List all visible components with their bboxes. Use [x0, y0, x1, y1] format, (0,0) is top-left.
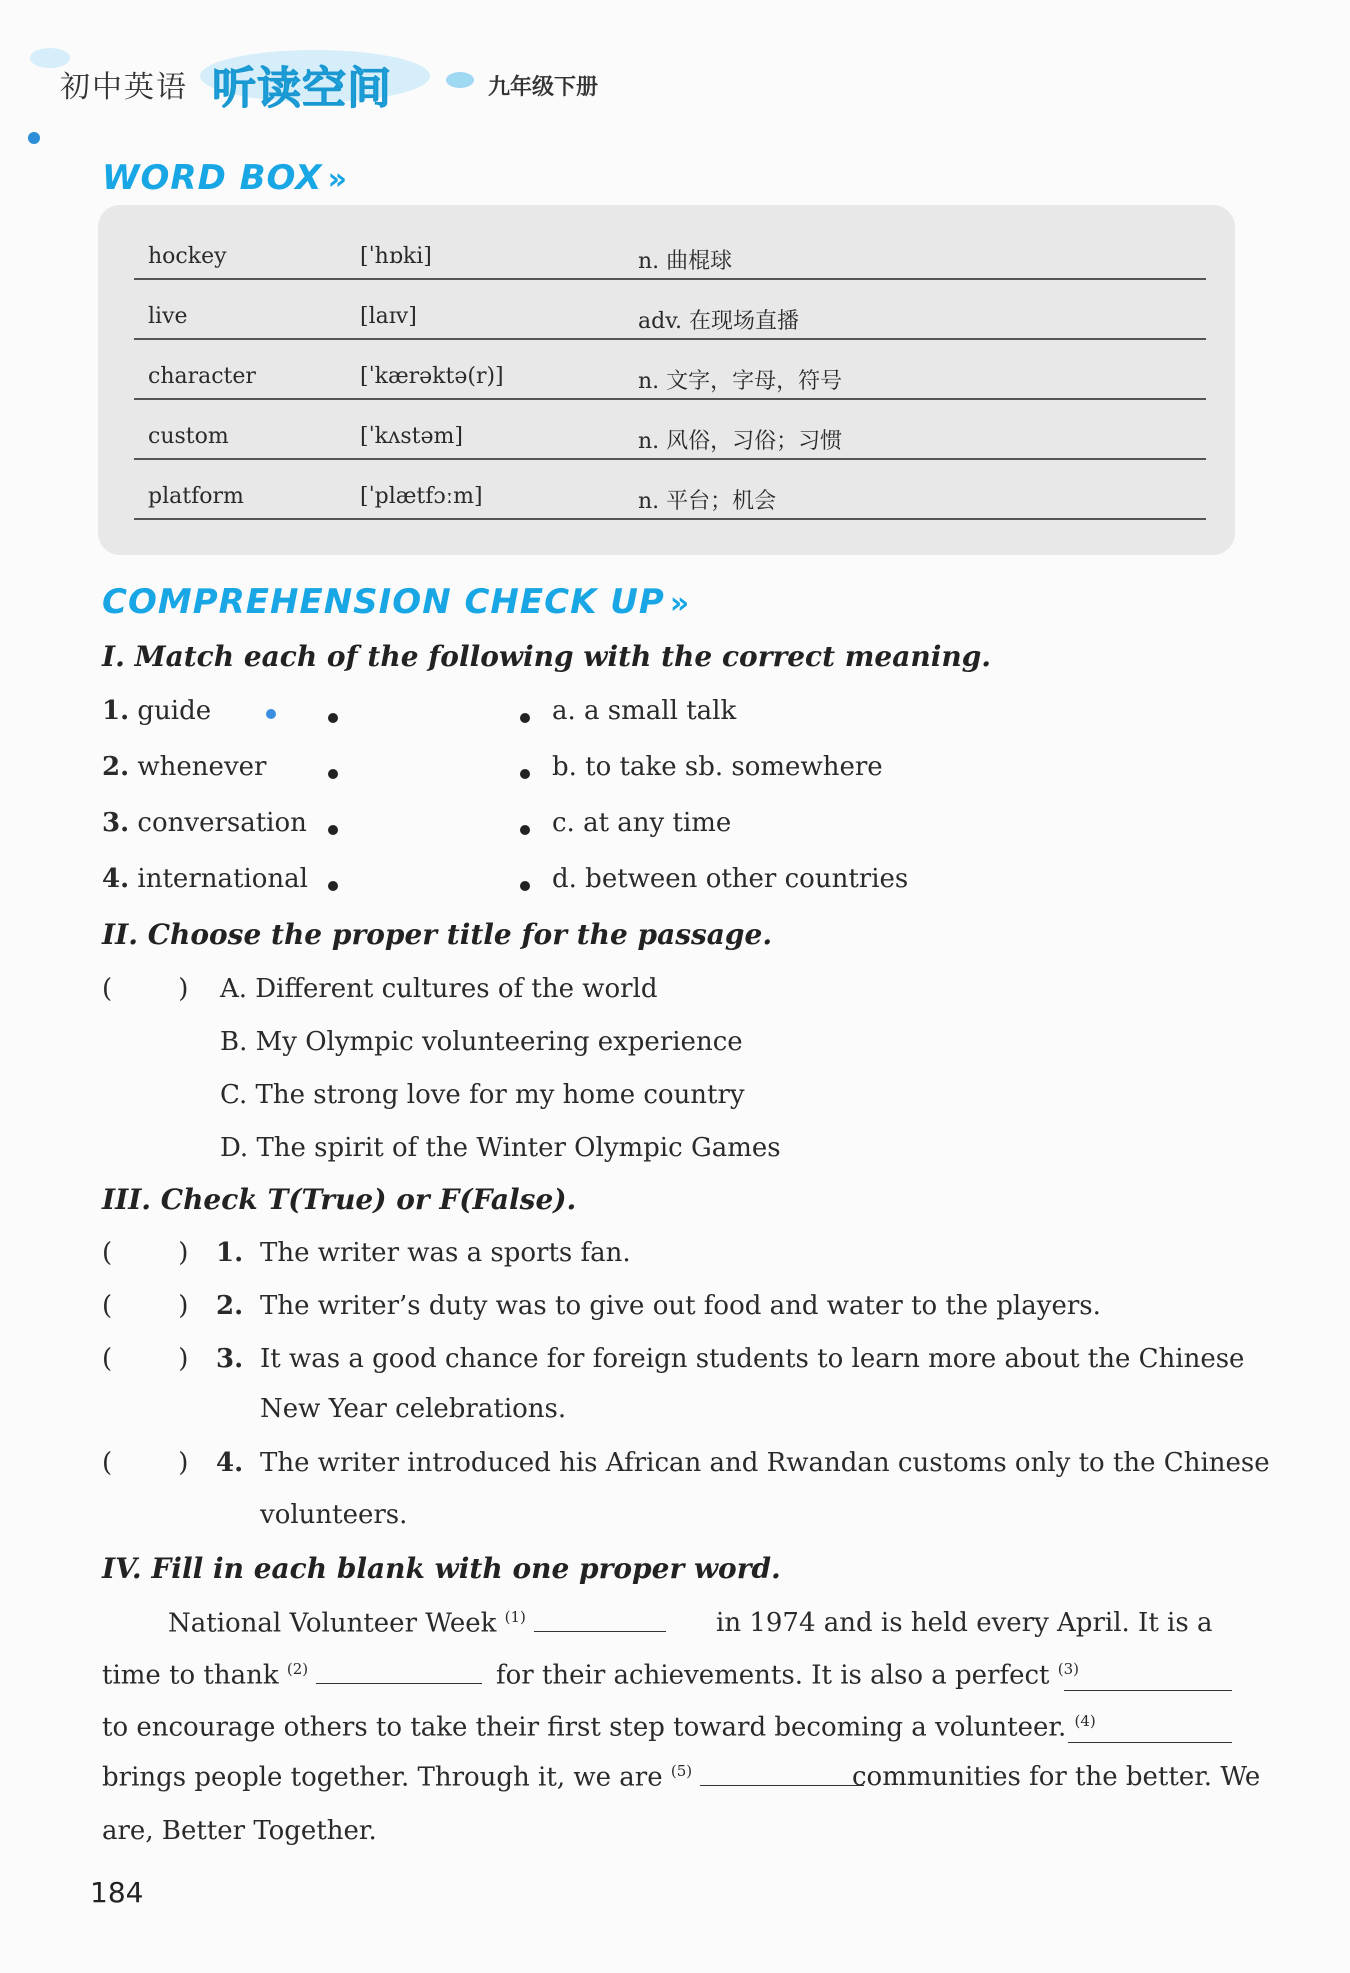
match-left-item	[102, 808, 307, 838]
match-meaning: b. to take sb. somewhere	[552, 752, 883, 782]
passage-text: in 1974 and is held every April. It is a	[716, 1608, 1213, 1638]
match-left-item	[102, 864, 308, 894]
fill-blank-2[interactable]	[316, 1683, 482, 1684]
match-dot-left[interactable]	[328, 769, 338, 779]
double-chevron-icon: »	[327, 162, 347, 197]
meaning: n. 平台；机会	[638, 489, 777, 514]
passage-line	[102, 1762, 864, 1793]
answer-blank[interactable]: ( )	[102, 1291, 189, 1321]
statement-text: The writer introduced his African and Rwandan customs only to the Chinese	[260, 1448, 1270, 1478]
passage-line	[102, 1712, 1096, 1743]
match-left-item	[102, 696, 211, 726]
match-dot-right[interactable]	[520, 825, 530, 835]
meaning: n. 文字，字母，符号	[638, 369, 843, 394]
blue-mark	[266, 709, 276, 719]
match-left-item	[102, 752, 266, 782]
match-meaning: a. a small talk	[552, 696, 737, 726]
statement-text-cont: New Year celebrations.	[260, 1394, 567, 1424]
match-word: guide	[137, 696, 212, 726]
match-word: whenever	[137, 752, 267, 782]
option-c: C. The strong love for my home country	[220, 1080, 745, 1110]
word-box-title: WORD BOX	[102, 158, 323, 198]
match-dot-left[interactable]	[328, 713, 338, 723]
option-b: B. My Olympic volunteering experience	[220, 1027, 743, 1057]
answer-blank[interactable]: ( )	[102, 1344, 189, 1374]
statement-text: The writer was a sports fan.	[260, 1238, 631, 1268]
part4-heading: IV. Fill in each blank with one proper word.	[102, 1552, 781, 1585]
passage-line	[168, 1608, 666, 1639]
fill-blank-4[interactable]	[1068, 1742, 1232, 1743]
series-title: 初中英语	[60, 70, 188, 105]
match-dot-right[interactable]	[520, 769, 530, 779]
option-a: A. Different cultures of the world	[220, 974, 658, 1004]
blank-number: (4)	[1074, 1712, 1096, 1730]
word: platform	[148, 484, 244, 509]
blank-number: (2)	[286, 1660, 309, 1678]
match-word: conversation	[137, 808, 307, 838]
answer-blank[interactable]: ( )	[102, 1448, 189, 1478]
fill-blank-3[interactable]	[1064, 1690, 1232, 1691]
word: live	[148, 304, 188, 329]
word-row	[134, 218, 1206, 280]
fill-blank-5[interactable]	[700, 1785, 864, 1786]
item-number: 4.	[102, 864, 130, 894]
passage-text: for their achievements. It is also a perfect	[496, 1660, 1050, 1691]
meaning: n. 曲棍球	[638, 249, 733, 274]
page-number: 184	[90, 1876, 144, 1909]
part1-heading: I. Match each of the following with the correct meaning.	[102, 640, 992, 673]
meaning: adv. 在现场直播	[638, 309, 800, 334]
phonetic: [ˈplætfɔːm]	[360, 484, 483, 509]
answer-blank[interactable]: ( )	[102, 974, 189, 1004]
statement-text-cont: volunteers.	[260, 1500, 408, 1530]
item-number: 3.	[102, 808, 130, 838]
item-number: 1.	[102, 696, 130, 726]
word-row	[134, 458, 1206, 520]
passage-text: brings people together. Through it, we are	[102, 1762, 663, 1793]
match-word: international	[137, 864, 308, 894]
margin-dot	[28, 132, 40, 144]
blank-number: (3)	[1057, 1660, 1079, 1678]
match-dot-left[interactable]	[328, 881, 338, 891]
passage-line	[102, 1660, 482, 1691]
phonetic: [ˈkærəktə(r)]	[360, 364, 504, 389]
match-meaning: c. at any time	[552, 808, 732, 838]
comprehension-heading	[102, 582, 689, 622]
passage-text: National Volunteer Week	[168, 1608, 497, 1639]
blank-number: (5)	[670, 1762, 693, 1780]
phonetic: [ˈhɒki]	[360, 244, 432, 269]
comprehension-title: COMPREHENSION CHECK UP	[102, 582, 665, 622]
match-dot-left[interactable]	[328, 825, 338, 835]
passage-text: to encourage others to take their first step toward becoming a volunteer.	[102, 1712, 1067, 1743]
part3-heading: III. Check T(True) or F(False).	[102, 1183, 577, 1216]
blank-number: (1)	[504, 1608, 526, 1626]
word-row	[134, 338, 1206, 400]
phonetic: [ˈkʌstəm]	[360, 424, 463, 449]
item-number: 2.	[102, 752, 130, 782]
passage-text: are, Better Together.	[102, 1816, 377, 1846]
passage-text: communities for the better. We	[852, 1762, 1261, 1792]
word-row	[134, 278, 1206, 340]
item-number: 4.	[216, 1448, 244, 1478]
item-number: 1.	[216, 1238, 244, 1268]
statement-text: The writer’s duty was to give out food and water to the players.	[260, 1291, 1101, 1321]
option-d: D. The spirit of the Winter Olympic Games	[220, 1133, 781, 1163]
match-dot-right[interactable]	[520, 881, 530, 891]
cloud-bullet-icon	[446, 72, 474, 88]
series-logo: 听读空间	[212, 63, 392, 114]
double-chevron-icon: »	[669, 586, 690, 621]
statement-text: It was a good chance for foreign students to learn more about the Chinese	[260, 1344, 1245, 1374]
match-meaning: d. between other countries	[552, 864, 909, 894]
word: hockey	[148, 244, 227, 269]
word: custom	[148, 424, 229, 449]
answer-blank[interactable]: ( )	[102, 1238, 189, 1268]
word-box-heading	[102, 158, 347, 198]
word: character	[148, 364, 256, 389]
fill-blank-1[interactable]	[534, 1631, 666, 1632]
phonetic: [laɪv]	[360, 304, 417, 329]
part2-heading: II. Choose the proper title for the passage.	[102, 918, 773, 951]
word-row	[134, 398, 1206, 460]
passage-text: time to thank	[102, 1660, 279, 1691]
match-dot-right[interactable]	[520, 713, 530, 723]
meaning: n. 风俗，习俗；习惯	[638, 429, 843, 454]
item-number: 3.	[216, 1344, 244, 1374]
passage-line	[496, 1660, 1079, 1691]
grade-label: 九年级下册	[488, 75, 599, 100]
item-number: 2.	[216, 1291, 244, 1321]
